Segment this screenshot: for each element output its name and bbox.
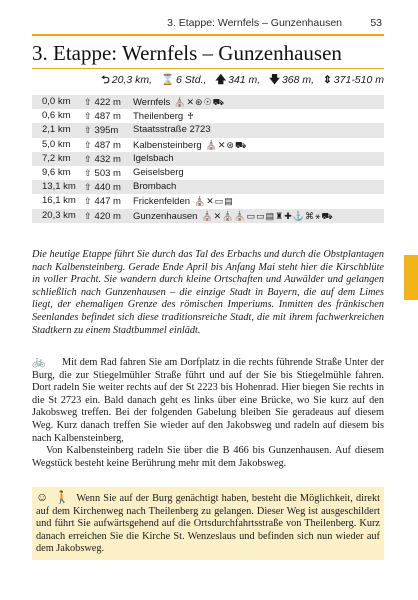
- altitude-range: 371-510 m: [333, 74, 384, 86]
- waypoint-name: Gunzenhausen: [133, 210, 198, 222]
- waypoint-name: Theilenberg: [133, 111, 184, 123]
- waypoint-name-cell: [133, 138, 247, 153]
- waypoint-altitude: [84, 109, 121, 124]
- waypoint-altitude-value: 422 m: [94, 97, 121, 108]
- facility-icons: ⛪✕⊛☉⛟: [174, 97, 225, 107]
- waypoint-km: 0,6 km: [42, 110, 71, 122]
- facility-icons: ⛪✕⛪⛪▭▭▤♜✚⚓⌘⚹⛟: [201, 210, 334, 221]
- altitude-arrow-icon: ⇧: [84, 167, 92, 178]
- title-rule: [32, 68, 384, 69]
- route-paragraph: Von Kalbensteinberg radeln Sie über die B 466 bis Gunzenhausen. Auf diesem Wegstück besteht keine Berührung mehr mit dem Jakobsweg.: [32, 445, 384, 469]
- ascent-arrow-icon: 🡅: [215, 74, 227, 86]
- stage-stats: [101, 72, 384, 90]
- waypoint-km: 9,6 km: [42, 166, 71, 178]
- waypoint-altitude: [84, 166, 121, 181]
- waypoint-name-cell: [133, 166, 188, 180]
- waypoint-row: [32, 180, 384, 194]
- waypoint-altitude-value: 440 m: [94, 182, 121, 194]
- chapter-thumb-tab: [404, 255, 418, 300]
- distance: 20,3 km,: [111, 74, 153, 86]
- stage-title: 3. Etappe: Wernfels – Gunzenhausen: [32, 41, 342, 65]
- facility-icons: ⛪✕▭▤: [194, 196, 234, 207]
- waypoint-altitude-value: 447 m: [94, 196, 121, 208]
- waypoint-altitude: [84, 123, 118, 138]
- waypoint-altitude: [84, 194, 121, 209]
- waypoint-name-cell: [133, 209, 334, 224]
- waypoint-km: 7,2 km: [42, 152, 71, 164]
- waypoint-altitude: [84, 180, 121, 195]
- hourglass-icon: ⌛: [160, 74, 175, 86]
- intro-text: Die heutige Etappe führt Sie durch das Tal des Erbachs und durch die Obstplantagen nach Kalbensteinberg. Gerade Ende April bis Anfang Mai steht hier die Kirschblüte in voller Pracht. Sie wandern durch kleine Ortschaften und Auwälder und gelangen schließlich nach Gunzenhausen – die einzige Stadt in Bayern, die auf dem Limes liegt, der ehemaligen Grenze des römischen Imperiums. Inmitten des fränkischen Seenlandes befindet sich diese traditionsreiche Stadt, die mit ihrem fachwerkreichen Stadtkern zu einem Stadtbummel einlädt.: [32, 249, 384, 336]
- waypoint-altitude-value: 503 m: [94, 167, 121, 179]
- waypoint-km: 2,1 km: [42, 124, 71, 136]
- intro-paragraph: [32, 249, 384, 337]
- walking-icon: 🚶: [54, 490, 71, 504]
- waypoint-row: [32, 123, 384, 137]
- waypoint-name: Staatsstraße 2723: [133, 124, 211, 136]
- waypoint-name-cell: [133, 109, 195, 124]
- altitude-arrow-icon: ⇧: [84, 139, 92, 150]
- waypoint-name: Frickenfelden: [133, 196, 191, 208]
- waypoint-altitude: [84, 138, 121, 153]
- altitude-arrow-icon: ⇧: [84, 153, 92, 164]
- running-title: 3. Etappe: Wernfels – Gunzenhausen: [167, 17, 342, 29]
- waypoint-name: Geiselsberg: [133, 166, 184, 178]
- cycling-text: Mit dem Rad fahren Sie am Dorfplatz in die rechts führende Straße Unter der Burg, die zur Stiegelmühler Straße führt und auf der Sie bis Stiegelmühle fahren. Dort radeln Sie weiter rechts auf der St 2223 bis Hohenrad. Hier biegen Sie rechts in die St 2723 ein. Bald danach geht es links über eine Brücke, wo Sie kurz auf den Jakobsweg treffen. Bei der folgenden Gabelung bleiben Sie geradeaus auf diesem Weg. Kurz danach treffen Sie wieder auf den Jakobsweg und radeln auf diesem bis nach Kalbensteinberg,: [32, 357, 384, 444]
- altitude-arrow-icon: ⇧: [84, 125, 92, 136]
- facility-icons: ⛪✕⊛⛟: [205, 139, 248, 150]
- waypoint-altitude: [84, 95, 121, 110]
- altitude-arrow-icon: ⇧: [84, 196, 92, 207]
- waypoint-altitude-value: 432 m: [94, 153, 121, 165]
- waypoint-altitude-value: 487 m: [94, 111, 121, 123]
- waypoint-altitude-value: 487 m: [94, 139, 121, 151]
- waypoint-km: 13,1 km: [42, 181, 76, 193]
- waypoint-name-cell: [133, 95, 225, 110]
- running-head: [32, 14, 382, 34]
- waypoint-name-cell: [133, 123, 215, 137]
- ascent: 341 m,: [228, 74, 261, 86]
- waypoint-name: Igelsbach: [133, 152, 174, 164]
- waypoint-km: 0,0 km: [42, 96, 71, 107]
- descent: 368 m,: [281, 74, 315, 86]
- waypoint-name: Kalbensteinberg: [133, 139, 202, 151]
- waypoint-altitude: [84, 152, 121, 167]
- page-number: 53: [370, 17, 382, 29]
- waypoint-row: [32, 209, 384, 223]
- waypoint-name-cell: [133, 180, 180, 194]
- waypoint-name-cell: [133, 152, 178, 166]
- route-loop-icon: ⮌: [101, 74, 110, 86]
- altitude-arrow-icon: ⇧: [84, 111, 92, 122]
- altitude-arrow-icon: ⇧: [84, 210, 92, 221]
- waypoint-name-cell: [133, 194, 234, 209]
- waypoint-row: [32, 166, 384, 180]
- facility-icons: ♰: [187, 111, 195, 122]
- waypoint-row: [32, 152, 384, 166]
- header-rule: [32, 34, 384, 36]
- waypoint-km: 20,3 km: [42, 209, 76, 221]
- route-description: [32, 356, 384, 470]
- waypoint-altitude: [84, 209, 121, 224]
- altitude-arrow-icon: ⇧: [84, 97, 92, 107]
- altitude-arrow-icon: ⇧: [84, 182, 92, 193]
- waypoint-row: [32, 109, 384, 123]
- waypoint-row: [32, 194, 384, 208]
- smiley-icon: ☺: [36, 490, 49, 504]
- tip-text: Wenn Sie auf der Burg genächtigt haben, besteht die Möglichkeit, direkt auf dem Kirchenweg nach Theilenberg zu gelangen. Dieser Weg ist ausgeschildert und führt Sie aufwärtsgehend auf die Ortsdurchfahrtsstraße von Theilenberg. Kurz danach erreichen Sie die Kirche St. Wenzeslaus und befinden sich nun wieder auf dem Jakobsweg.: [36, 493, 380, 555]
- waypoint-row: [32, 138, 384, 152]
- waypoint-altitude-value: 420 m: [94, 210, 121, 222]
- duration: 6 Std.,: [176, 74, 207, 86]
- altitude-icon: ⇕: [322, 74, 332, 86]
- bicycle-icon: 🚲: [32, 356, 46, 368]
- descent-arrow-icon: 🡇: [269, 74, 280, 86]
- waypoint-km: 5,0 km: [42, 138, 71, 150]
- waypoint-name: Wernfels: [133, 97, 171, 108]
- waypoint-row: [32, 95, 384, 109]
- waypoint-km: 16,1 km: [42, 195, 76, 207]
- tip-box: [32, 487, 384, 560]
- waypoint-table: [32, 95, 384, 223]
- waypoint-altitude-value: 395m: [94, 125, 119, 137]
- waypoint-name: Brombach: [133, 181, 177, 193]
- cycling-paragraph: [32, 356, 384, 445]
